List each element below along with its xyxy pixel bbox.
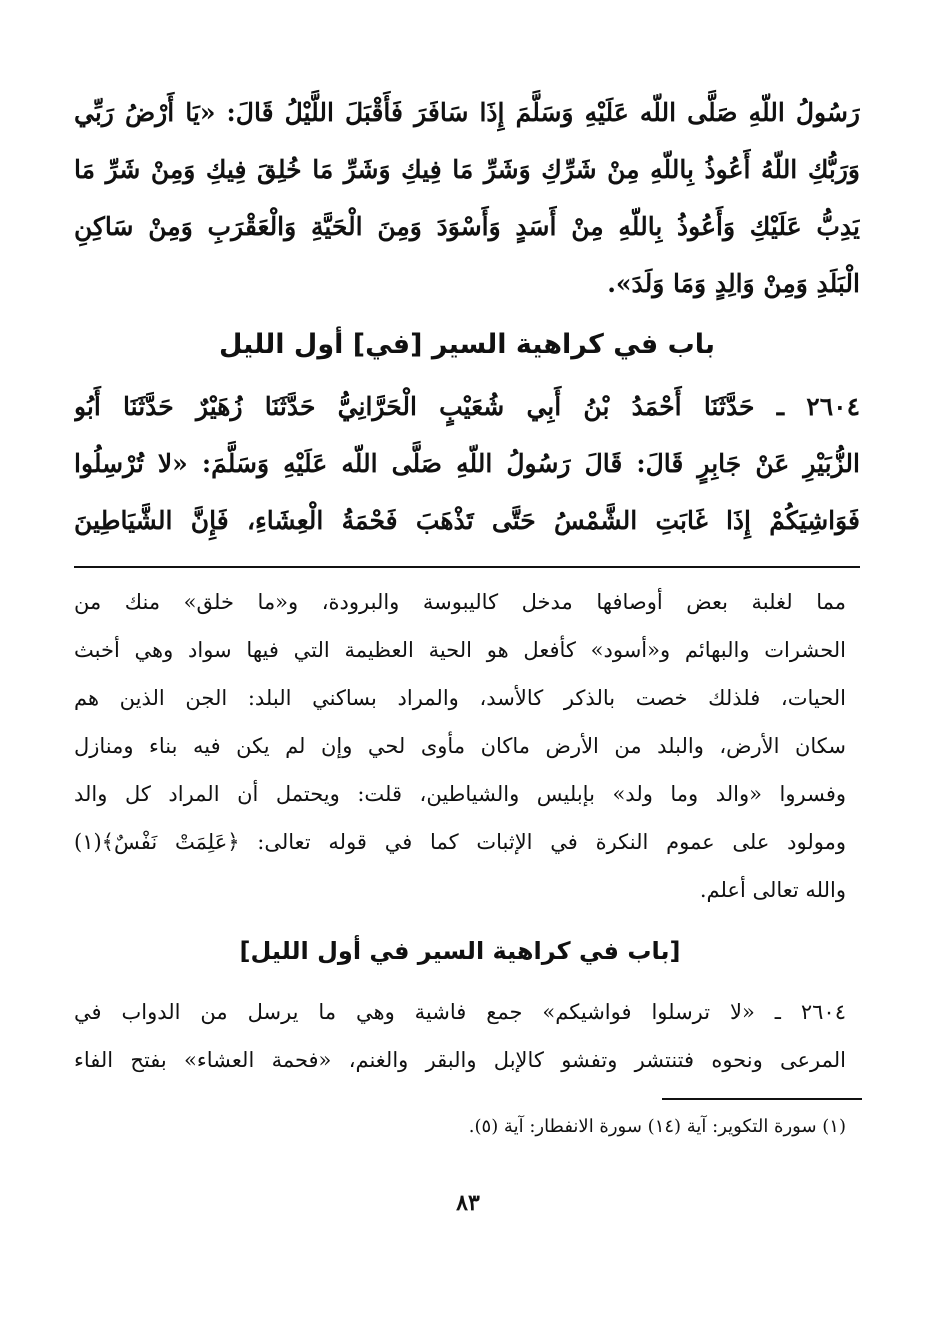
main-text bbox=[74, 84, 860, 549]
page-number: ٨٣ bbox=[456, 1190, 480, 1216]
commentary-hadith-line: المرعى ونحوه فتنتشر وتفشو كالإبل والبقر والغنم، «فحمة العشاء» بفتح الفاء bbox=[74, 1048, 846, 1072]
commentary-chapter-heading: [باب في كراهية السير في أول الليل] bbox=[239, 937, 681, 965]
commentary-line: والله تعالى أعلم. bbox=[699, 878, 846, 902]
main-text-line: رَسُولُ اللّهِ صَلَّى اللّه عَلَيْهِ وَسَلَّمَ إِذَا سَافَرَ فَأَقْبَلَ اللَّيْلُ قَالَ: «يَا أَرْضُ رَبِّي bbox=[74, 98, 860, 127]
hadith-line: ٢٦٠٤ ـ حَدَّثَنَا أَحْمَدُ بْنُ أَبِي شُعَيْبٍ الْحَرَّانِيُّ حَدَّثَنَا زُهَيْرٌ حَدَّثَنَا أَبُو bbox=[74, 392, 860, 421]
footnote: (١) سورة التكوير: آية (١٤) سورة الانفطار: آية (٥). bbox=[468, 1116, 846, 1137]
section-divider bbox=[74, 566, 860, 568]
main-text-line: يَدِبُّ عَلَيْكِ وَأَعُوذُ بِاللّهِ مِنْ أَسَدٍ وَأَسْوَدَ وَمِنَ الْحَيَّةِ وَالْعَقْرَبِ وَمِنْ سَاكِنِ bbox=[74, 212, 860, 241]
commentary bbox=[74, 578, 846, 1084]
commentary-line: الحشرات والبهائم و«أسود» كأفعل هو الحية العظيمة التي فيها سواد وهي أخبث bbox=[74, 638, 846, 662]
footnote-divider bbox=[662, 1098, 862, 1100]
commentary-line: وفسروا «والد وما ولد» بإبليس والشياطين، قلت: ويحتمل أن المراد كل والد bbox=[74, 782, 846, 806]
main-text-line: وَرَبُّكِ اللّهُ أَعُوذُ بِاللّهِ مِنْ شَرِّكِ وَشَرِّ مَا فِيكِ وَشَرِّ مَا خُلِقَ فِيكِ وَمِنْ شَرِّ مَا bbox=[74, 155, 860, 184]
commentary-line: ومولود على عموم النكرة في الإثبات كما في قوله تعالى: ﴿عَلِمَتْ نَفْسٌ﴾(١) bbox=[74, 830, 846, 854]
hadith-line: فَوَاشِيَكُمْ إِذَا غَابَتِ الشَّمْسُ حَتَّى تَذْهَبَ فَحْمَةُ الْعِشَاءِ، فَإِنَّ الشَّيَاطِينَ bbox=[74, 506, 860, 535]
commentary-hadith-line: ٢٦٠٤ ـ «لا ترسلوا فواشيكم» جمع فاشية وهي ما يرسل من الدواب في bbox=[74, 1000, 846, 1024]
commentary-line: مما لغلبة بعض أوصافها مدخل كاليبوسة والبرودة، و«ما خلق» منك من bbox=[74, 590, 846, 614]
commentary-line: الحيات، فلذلك خصت بالذكر كالأسد، والمراد بساكني البلد: الجن الذين هم bbox=[74, 686, 846, 710]
main-text-line: الْبَلَدِ وَمِنْ وَالِدٍ وَمَا وَلَدَ». bbox=[607, 269, 860, 298]
hadith-line: الزُّبَيْرِ عَنْ جَابِرٍ قَالَ: قَالَ رَسُولُ اللّهِ صَلَّى اللّه عَلَيْهِ وَسَلَّمَ: «لا تُرْسِلُوا bbox=[74, 449, 860, 478]
commentary-line: سكان الأرض، والبلد من الأرض ماكان مأوى لحي وإن لم يكن فيه بناء ومنازل bbox=[74, 734, 846, 758]
chapter-heading: باب في كراهية السير [في] أول الليل bbox=[218, 329, 716, 360]
